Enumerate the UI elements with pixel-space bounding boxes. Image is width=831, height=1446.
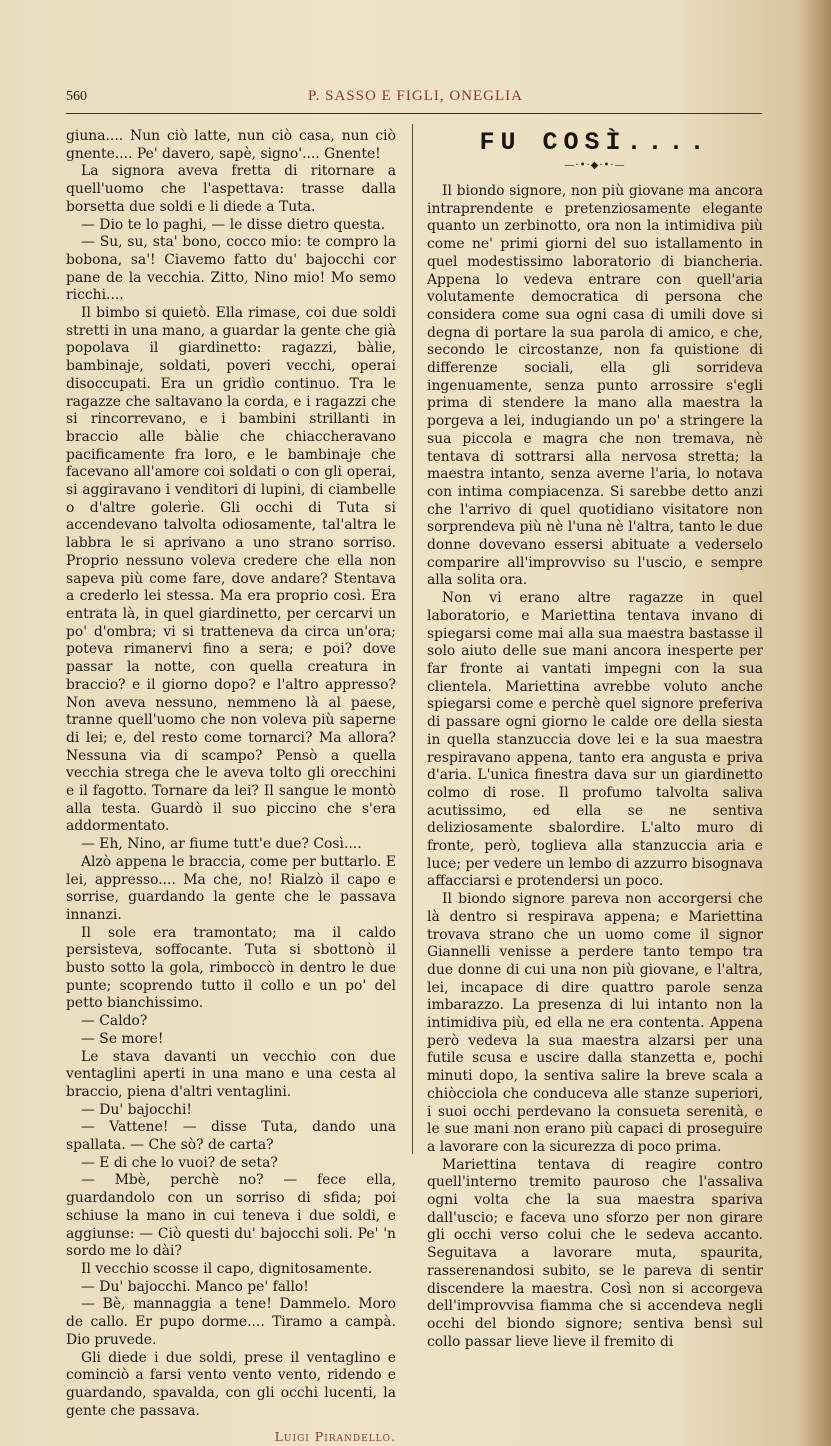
paragraph: La signora aveva fretta di ritornare a quell'uomo che l'aspettava: trasse dalla borsetta due soldi e li diede a Tuta. (66, 163, 396, 215)
paragraph: — Eh, Nino, ar fiume tutt'e due? Così.... (81, 836, 362, 853)
paragraph: — Dio te lo paghi, — le disse dietro questa. (81, 216, 386, 233)
paragraph: — Du' bajocchi. Manco pe' fallo! (81, 1278, 309, 1295)
author-signature: Luigi Pirandello. (274, 1429, 396, 1445)
story-title: FU COSÌ.... (479, 128, 711, 157)
title-ornament: —·•·◆·•·— (564, 160, 626, 171)
paragraph: — Bè, mannaggia a tene! Dammelo. Moro de callo. Er pupo dorme.... Tiramo a campà. Dio pruvede. (66, 1296, 396, 1348)
paragraph: Alzò appena le braccia, come per buttarlo. E lei, appresso.... Ma che, no! Rialzò il capo e sorrise, guardando la gente che le passava innanzi. (66, 853, 396, 923)
paragraph: Il bimbo si quietò. Ella rimase, coi due soldi stretti in una mano, a guardar la gente che già popolava il giardinetto: ragazzi, bàlie, bambinaje, soldati, poveri vecchi, operai disoccupati. Era un gridìo continuo. Tra le ragazze che saltavano la corda, e i ragazzi che si rincorrevano, e i bambini strillanti in braccio alle bàlie che chiaccheravano pacificamente fra loro, e le bambinaje che facevano all'amore coi soldati o con gli operai, si aggiravano i venditori di lupini, di ciambelle o d'altre golerìe. Gli occhi di Tuta si accendevano talvolta odiosamente, tal'altra le labbra le si aprivano a uno strano sorriso. Proprio nessuno voleva credere che ella non sapeva più come fare, dove andare? Stentava a crederlo lei stessa. Ma era proprio così. Era entrata là, in quel giardinetto, per cercarvi un po' d'ombra; vi si tratteneva da circa un'ora; poteva rimanervi fino a sera; e poi? dove passar la notte, con quella creatura in braccio? e il giorno dopo? e l'altro appresso? Non aveva nessuno, nemmeno là al paese, tranne quell'uomo che non voleva più saperne di lei; e, del resto come tornarci? Ma allora? Nessuna via di scampo? Pensò a quella vecchia strega che le aveva tolto gli orecchini e il fagotto. Tornare da lei? Il sangue le montò alla testa. Guardò il suo piccino che s'era addormentato. (66, 305, 396, 835)
paragraph: Il biondo signore, non più giovane ma ancora intraprendente e pretenziosamente elegante quanto un zerbinotto, ora non la intimidiva più come ne' primi giorni del suo istallamento in quel modestissimo laboratorio di biancheria. Appena lo vedeva entrare con quell'aria volutamente democratica di persona che considera come sua ogni casa di umili dove si degna di portare la sua parola di amico, e che, secondo le circostanze, non fa quistione di differenze sociali, ella gli sorrideva ingenuamente, senza punto arrossire s'egli prima di stendere la mano alla maestra la porgeva a lei, indugiando un po' a stringere la sua piccola e magra che non tremava, nè tentava di sottrarsi alla nervosa stretta; la maestra intanto, senza averne l'aria, lo notava con intima compiacenza. Si sarebbe detto anzi che l'arrivo di quel quotidiano visitatore non sorprendeva più nè l'una nè l'altra, tanto le due donne dovevano essersi abituate a vederselo comparire all'improvviso su l'uscio, e sempre alla solita ora. (427, 183, 763, 589)
paragraph: Gli diede i due soldi, prese il ventaglino e cominciò a farsi vento vento vento, ridendo e guardando, spavalda, con gli occhi lucenti, la gente che passava. (66, 1349, 396, 1419)
paragraph: — Du' bajocchi! (81, 1101, 192, 1118)
paragraph: — Se more! (81, 1030, 164, 1047)
paragraph: Non vi erano altre ragazze in quel laboratorio, e Mariettina tentava invano di spiegarsi come mai alla sua maestra bastasse il solo aiuto delle sue mani ancora inesperte per far fronte ai vantati impegni con la sua clientela. Mariettina avrebbe voluto anche spiegarsi come e perchè quel signore preferiva di passare ogni giorno le calde ore della siesta in quella stanzuccia dove lei e la sua maestra respiravano appena, tanto era angusta e priva d'aria. L'unica finestra dava sur un giardinetto colmo di rose. Il profumo talvolta saliva acutissimo, ed ella se ne sentiva deliziosamente sbalordire. L'alto muro di fronte, però, toglieva alla stanzuccia aria e luce; per vedere un lembo di azzurro bisognava affacciarsi e protendersi un poco. (427, 590, 763, 890)
paragraph: Il sole era tramontato; ma il caldo persisteva, soffocante. Tuta si sbottonò il busto sotto la gola, rimboccò in dentro le due punte; scoprendo tutto il collo e un po' del petto bianchissimo. (66, 924, 396, 1012)
running-title: P. SASSO E FIGLI, ONEGLIA (307, 88, 523, 104)
paragraph: Il biondo signore pareva non accorgersi che là dentro si respirava appena; e Mariettina trovava strano che un uomo come il signor Giannelli venisse a perdere tanto tempo tra due donne di cui una non più giovane, e l'altra, lei, incapace di dire quattro parole senza imbarazzo. La presenza di lui intanto non la intimidiva più, ed ella ne era contenta. Appena però vedeva la sua maestra alzarsi per una futile scusa e uscire dalla stanzetta e, pochi minuti dopo, la sentiva salire la breve scala a chiòcciola che conduceva alle stanze superiori, i suoi occhi perdevano la consueta serenità, e le sue mani non erano più capaci di proseguire a lavorare con la sicurezza di poco prima. (427, 891, 763, 1155)
paragraph: — Vattene! — disse Tuta, dando una spallata. — Che sò? de carta? (66, 1119, 396, 1154)
header-rule (66, 113, 762, 114)
paragraph: Mariettina tentava di reagire contro quell'interno tremito pauroso che l'assaliva ogni volta che la sua maestra spariva dall'uscio; e faceva uno sforzo per non girare gli occhi verso colui che le sedeva accanto. Seguitava a lavorare muta, spaurita, rasserenandosi subito, se le pareva di sentir discendere la maestra. Così non si accorgeva dell'improvvisa fiamma che si accendeva negli occhi del biondo signore; sentiva bensì sul collo passar lieve lieve il fremito di (427, 1156, 763, 1350)
paragraph: giuna.... Nun ciò latte, nun ciò casa, nun ciò gnente.... Pe' davero, sapè, signo'.... Gnente! (66, 128, 396, 162)
column-rule (412, 124, 413, 1154)
paragraph: — Mbè, perchè no? — fece ella, guardandolo con un sorriso di sfida; poi schiuse la mano in cui teneva i due soldi, e aggiunse: — Ciò questi du' bajocchi soli. Pe' 'n sordo me lo dài? (66, 1172, 396, 1260)
left-column (66, 128, 396, 1446)
paragraph: — Su, su, sta' bono, cocco mio: te compro la bobona, sa'! Ciavemo fatto du' bajocchi cor pane de la vecchia. Zitto, Nino mio! Mo semo ricchi.... (66, 234, 396, 304)
paragraph: Le stava davanti un vecchio con due ventaglini aperti in una mano e una cesta al braccio, piena d'altri ventaglini. (66, 1048, 396, 1100)
paragraph: — E di che lo vuoi? de seta? (81, 1154, 278, 1171)
paragraph: — Caldo? (81, 1013, 148, 1030)
paragraph: Il vecchio scosse il capo, dignitosamente. (81, 1261, 373, 1277)
right-column (427, 128, 763, 1351)
page-number: 560 (66, 89, 87, 104)
